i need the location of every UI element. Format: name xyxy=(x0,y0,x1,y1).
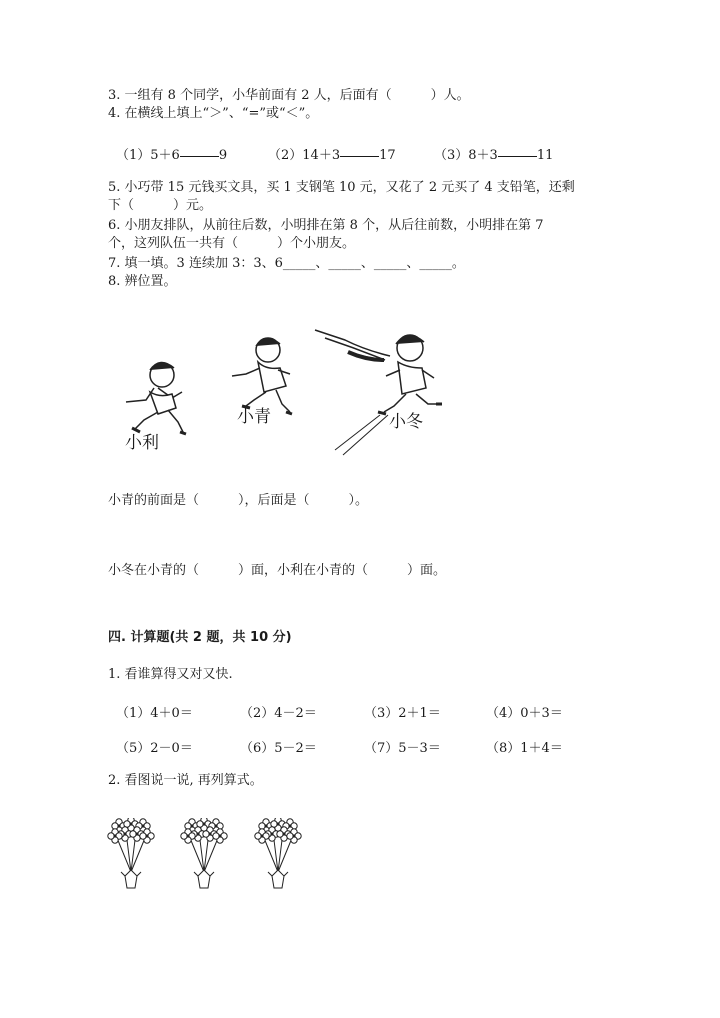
calc-row-1 xyxy=(116,702,596,720)
q4-item-1-blank[interactable] xyxy=(180,144,219,157)
label-xiaoli: 小利 xyxy=(125,433,159,453)
question-4-items xyxy=(116,144,596,162)
position-question-1: 小青的前面是（ ），后面是（ ）。 xyxy=(108,493,369,508)
label-xiaoqing: 小青 xyxy=(237,407,271,427)
bouquet-2 xyxy=(181,818,227,888)
label-xiaodong: 小冬 xyxy=(389,412,423,432)
question-6-line-1: 6. 小朋友排队，从前往后数，小明排在第 8 个，从后往前数，小明排在第 7 xyxy=(108,218,544,233)
question-5-line-2: 下（ ）元。 xyxy=(108,198,213,213)
question-6-line-2: 个，这列队伍一共有（ ）个小朋友。 xyxy=(108,236,356,251)
q4-item-2-prefix: （2）14＋3 xyxy=(268,148,341,163)
q4-item-3-prefix: （3）8＋3 xyxy=(434,148,498,163)
q4-item-3 xyxy=(434,144,553,163)
question-8: 8. 辨位置。 xyxy=(108,274,177,289)
section-4-question-1: 1. 看谁算得又对又快. xyxy=(108,667,233,682)
calc-item-2: （2）4－2＝ xyxy=(240,706,317,721)
q4-item-2-blank[interactable] xyxy=(340,144,379,157)
flower-bouquets-illustration xyxy=(105,818,315,894)
question-4: 4. 在横线上填上“＞”、“=”或“＜”。 xyxy=(108,106,319,121)
running-children-illustration xyxy=(110,320,450,460)
section-4-heading: 四. 计算题(共 2 题，共 10 分) xyxy=(108,630,292,645)
position-question-2: 小冬在小青的（ ）面，小利在小青的（ ）面。 xyxy=(108,563,447,578)
q4-item-3-blank[interactable] xyxy=(498,144,537,157)
calc-item-1: （1）4＋0＝ xyxy=(116,706,193,721)
xiaodong-figure xyxy=(315,330,442,455)
question-7: 7. 填一填。3 连续加 3：3、6_____、_____、_____、_____。 xyxy=(108,256,465,271)
question-5-line-1: 5. 小巧带 15 元钱买文具，买 1 支钢笔 10 元，又花了 2 元买了 4 支铅笔，还剩 xyxy=(108,180,575,195)
calc-item-3: （3）2＋1＝ xyxy=(364,706,441,721)
question-3: 3. 一组有 8 个同学，小华前面有 2 人，后面有（ ）人。 xyxy=(108,88,470,103)
q4-item-2-suffix: 17 xyxy=(379,148,396,163)
bouquet-1 xyxy=(108,818,154,888)
q4-item-2 xyxy=(268,144,396,163)
calc-row-2 xyxy=(116,737,596,755)
q4-item-1-prefix: （1）5＋6 xyxy=(116,148,180,163)
q4-item-1 xyxy=(116,144,227,163)
calc-item-7: （7）5－3＝ xyxy=(364,741,441,756)
q4-item-1-suffix: 9 xyxy=(218,148,228,163)
calc-item-5: （5）2－0＝ xyxy=(116,741,193,756)
bouquet-3 xyxy=(255,818,301,888)
calc-item-8: （8）1＋4＝ xyxy=(486,741,563,756)
calc-item-6: （6）5－2＝ xyxy=(240,741,317,756)
q4-item-3-suffix: 11 xyxy=(536,148,554,163)
xiaoli-figure xyxy=(126,362,186,434)
calc-item-4: （4）0＋3＝ xyxy=(486,706,563,721)
section-4-question-2: 2. 看图说一说, 再列算式。 xyxy=(108,773,263,788)
